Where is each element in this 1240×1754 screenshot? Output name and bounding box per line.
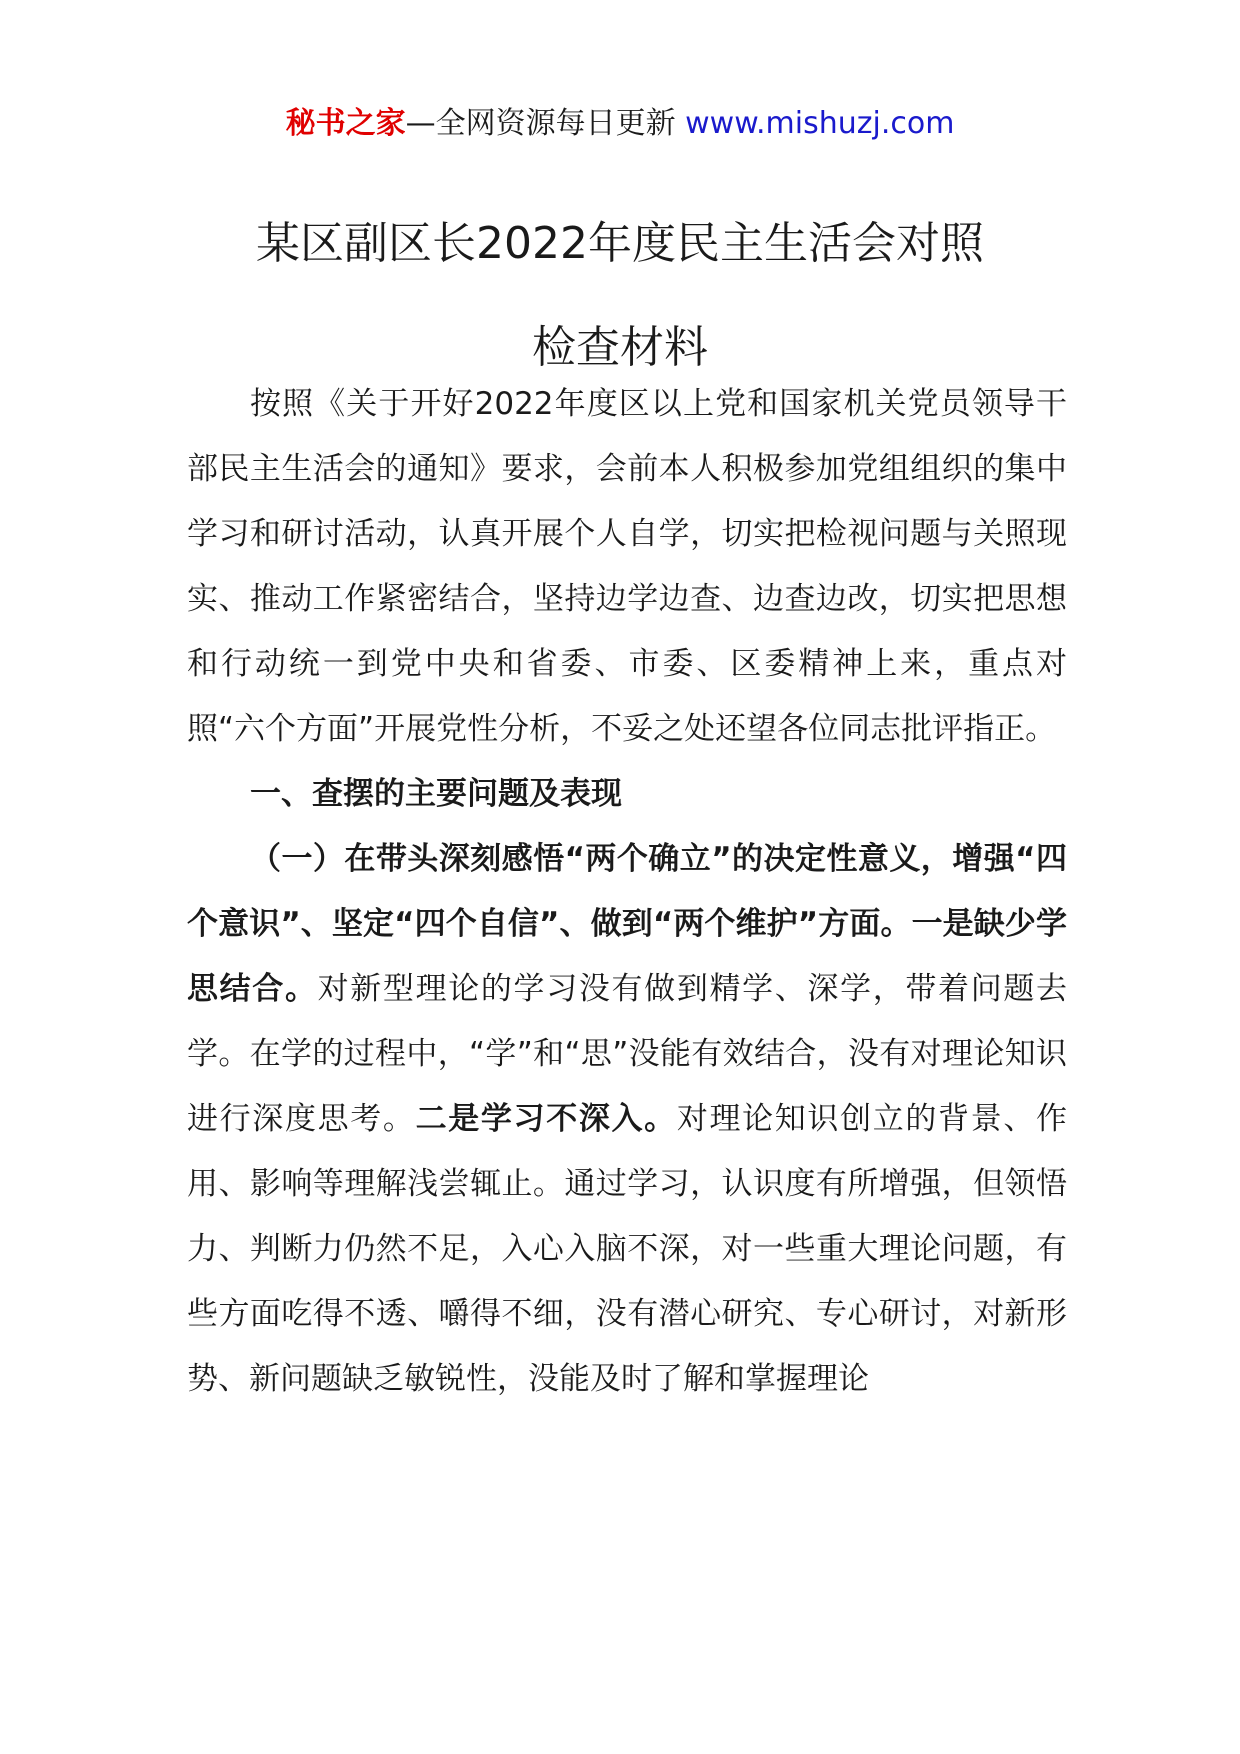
document-body xyxy=(187,372,1067,1412)
point-2-lead: 二是学习不深入。 xyxy=(415,1101,677,1137)
point-1-lead: 一是缺少学思结合。 xyxy=(187,906,1067,1007)
site-header xyxy=(0,102,1240,146)
point-1-text: 对新型理论的学习没有做到精学、深学，带着问题去学。在学的过程中，“学”和“思”没能有效结合，没有对理论知识进行深度思考。 xyxy=(187,971,1068,1137)
section-heading-1: 一、查摆的主要问题及表现 xyxy=(250,776,622,812)
point-2-text: 对理论知识创立的背景、作用、影响等理解浅尝辄止。通过学习，认识度有所增强，但领悟力、判断力仍然不足，入心入脑不深，对一些重大理论问题，有些方面吃得不透、嚼得不细，没有潜心研究、专心研讨，对新形势、新问题缺乏敏锐性，没能及时了解和掌握理论 xyxy=(187,1101,1068,1397)
title-line-1: 某区副区长2022年度民主生活会对照 xyxy=(256,218,984,269)
header-slogan: —全网资源每日更新 xyxy=(405,106,676,141)
problem-paragraph-1 xyxy=(187,827,1067,1412)
site-url-link[interactable]: www.mishuzj.com xyxy=(685,106,955,141)
brand-name: 秘书之家 xyxy=(285,106,406,141)
document-title xyxy=(0,192,1240,400)
title-line-2: 检查材料 xyxy=(532,322,708,373)
subsection-heading-1: （一）在带头深刻感悟“两个确立”的决定性意义，增强“四个意识”、坚定“四个自信”、做到“两个维护”方面。 xyxy=(187,841,1067,942)
intro-paragraph: 按照《关于开好2022年度区以上党和国家机关党员领导干部民主生活会的通知》要求，会前本人积极参加党组组织的集中学习和研讨活动，认真开展个人自学，切实把检视问题与关照现实、推动工作紧密结合，坚持边学边查、边查边改，切实把思想和行动统一到党中央和省委、市委、区委精神上来，重点对照“六个方面”开展党性分析，不妥之处还望各位同志批评指正。 xyxy=(187,386,1067,747)
